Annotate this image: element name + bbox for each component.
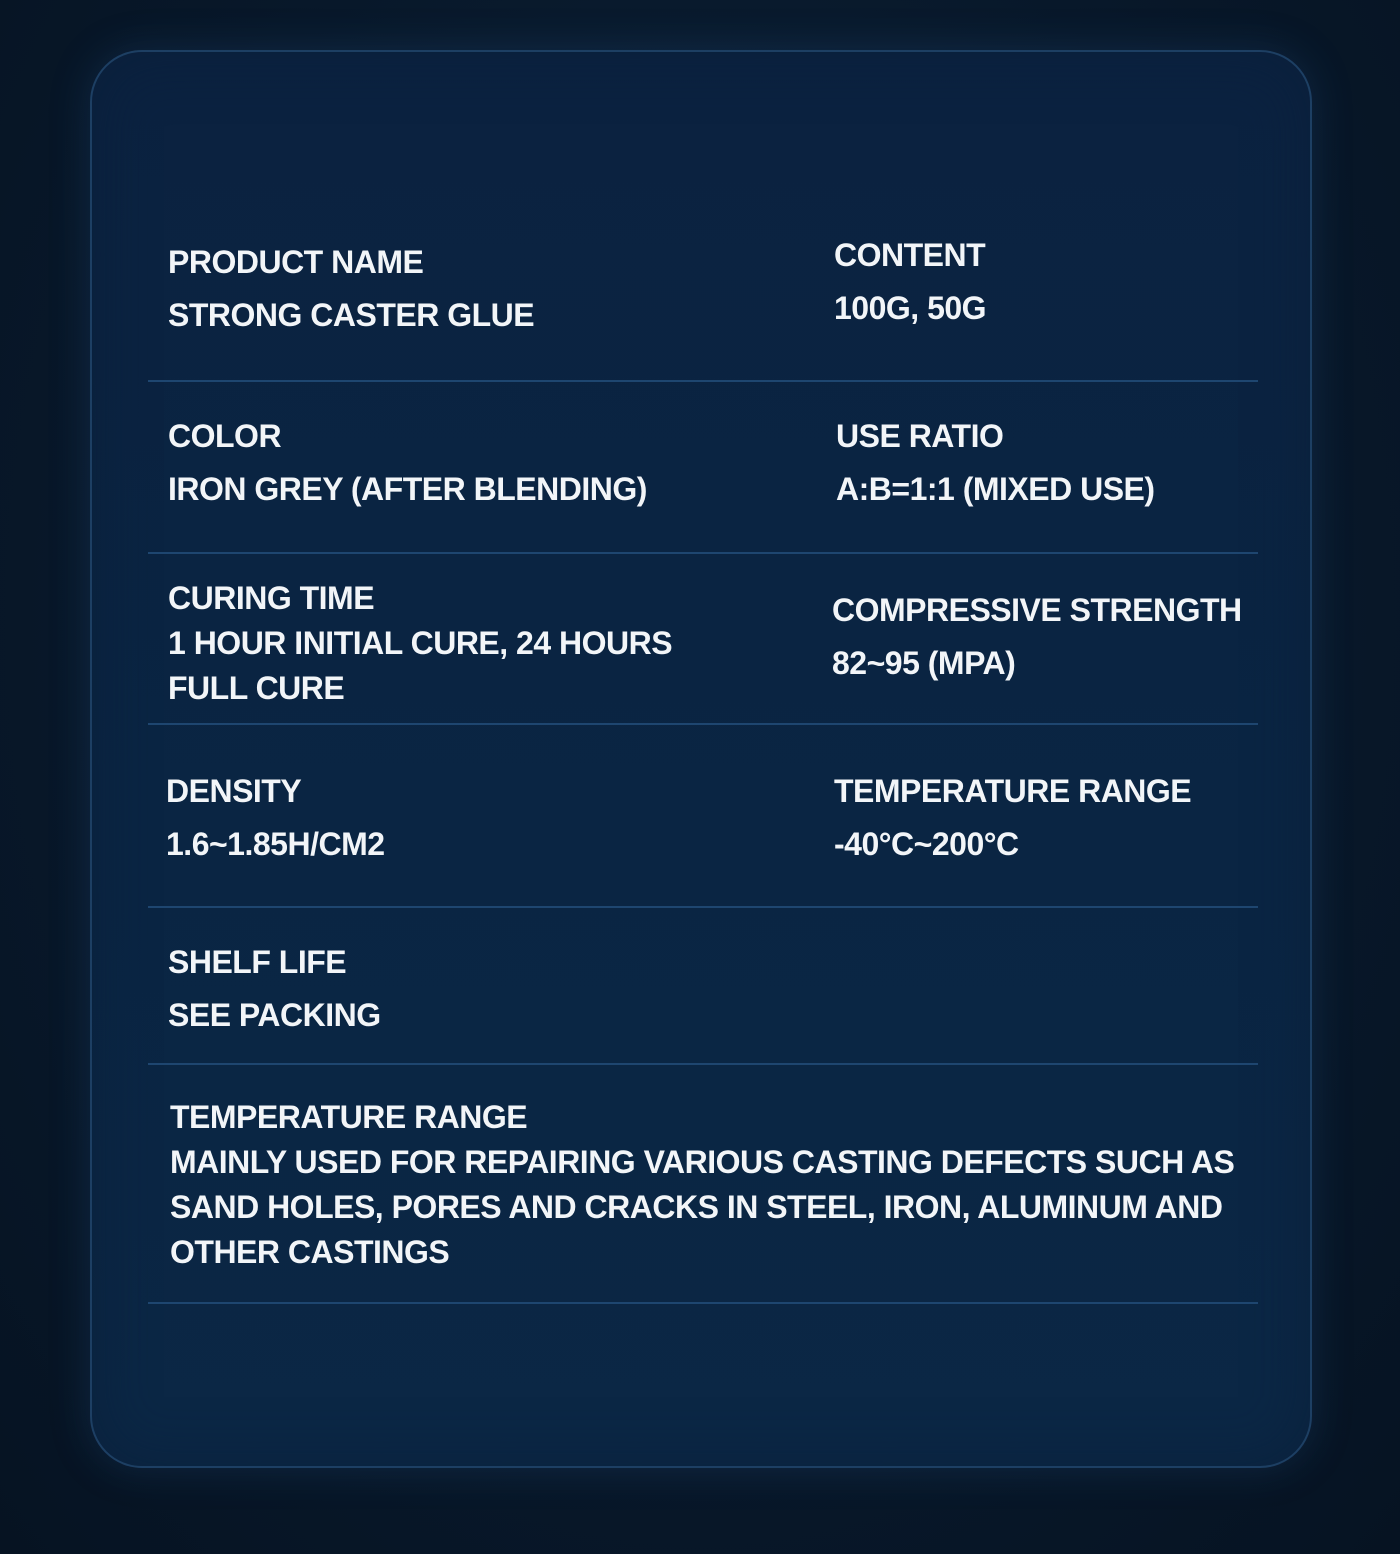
spec-row-3 bbox=[148, 554, 1258, 725]
application-cell bbox=[170, 1099, 1234, 1271]
shelf-life-label: SHELF LIFE bbox=[168, 944, 347, 980]
spec-card bbox=[90, 50, 1312, 1468]
color-label: COLOR bbox=[168, 418, 282, 454]
spec-row-1 bbox=[148, 52, 1258, 382]
curing-time-label: CURING TIME bbox=[168, 580, 375, 616]
product-name-cell bbox=[168, 244, 534, 334]
application-value-line1: MAINLY USED FOR REPAIRING VARIOUS CASTING DEFECTS SUCH AS bbox=[170, 1144, 1235, 1180]
density-label: DENSITY bbox=[166, 773, 302, 809]
curing-time-value-line2: FULL CURE bbox=[168, 670, 345, 706]
use-ratio-value: A:B=1:1 (MIXED USE) bbox=[836, 471, 1155, 507]
spec-row-5 bbox=[148, 908, 1258, 1065]
compressive-strength-label: COMPRESSIVE STRENGTH bbox=[832, 592, 1242, 628]
application-value-line2: SAND HOLES, PORES AND CRACKS IN STEEL, IRON, ALUMINUM AND bbox=[170, 1189, 1223, 1225]
compressive-strength-value: 82~95 (MPA) bbox=[832, 645, 1016, 681]
application-value-line3: OTHER CASTINGS bbox=[170, 1234, 450, 1270]
content-label: CONTENT bbox=[834, 237, 986, 273]
spec-row-6 bbox=[148, 1065, 1258, 1304]
spec-row-2 bbox=[148, 382, 1258, 554]
content-value: 100G, 50G bbox=[834, 290, 987, 326]
temperature-range-cell bbox=[834, 773, 1191, 863]
density-value: 1.6~1.85H/CM2 bbox=[166, 826, 385, 862]
curing-time-value-line1: 1 HOUR INITIAL CURE, 24 HOURS bbox=[168, 625, 673, 661]
content-cell bbox=[834, 237, 986, 327]
compressive-strength-cell bbox=[832, 592, 1242, 682]
temperature-range-label: TEMPERATURE RANGE bbox=[834, 773, 1192, 809]
temperature-range-value: -40°C~200°C bbox=[834, 826, 1019, 862]
product-name-value: STRONG CASTER GLUE bbox=[168, 297, 535, 333]
shelf-life-value: SEE PACKING bbox=[168, 997, 381, 1033]
curing-time-cell bbox=[168, 580, 672, 707]
spec-row-4 bbox=[148, 725, 1258, 908]
color-cell bbox=[168, 418, 647, 508]
use-ratio-cell bbox=[836, 418, 1155, 508]
density-cell bbox=[166, 773, 385, 863]
product-name-label: PRODUCT NAME bbox=[168, 244, 424, 280]
color-value: IRON GREY (AFTER BLENDING) bbox=[168, 471, 647, 507]
application-label: TEMPERATURE RANGE bbox=[170, 1099, 528, 1135]
use-ratio-label: USE RATIO bbox=[836, 418, 1004, 454]
shelf-life-cell bbox=[168, 944, 381, 1034]
